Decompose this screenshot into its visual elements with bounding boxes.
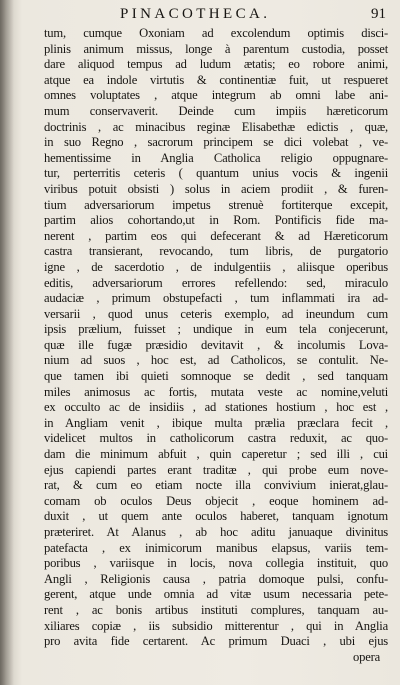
text-line: omnes voluptates , atque integrum ab omni labe ani-	[44, 88, 388, 103]
text-line: audaciæ , primum obstupefacti , tum inflammati ira ad-	[44, 291, 388, 306]
page-number: 91	[371, 6, 386, 22]
text-line: doctrinis , ac minacibus reginæ Elisabethæ edictis , quæ,	[44, 119, 388, 134]
text-line: poribus , variisque in locis, nova collegia instituit, quo	[44, 556, 388, 571]
text-line: viribus potuit obsisti ) solus in aciem prodiit , & furen-	[44, 181, 388, 196]
text-line: editis, adversariorum errores refellendo: sed, miraculo	[44, 275, 388, 290]
text-line: mum conservaverit. Deinde cum impiis hæreticorum	[44, 103, 388, 118]
text-line: comam ob oculos Deus objecit , eoque hominem ad-	[44, 493, 388, 508]
text-line: patefacta , ex inimicorum manibus elapsus, variis tem-	[44, 540, 388, 555]
text-line: gerent, atque unde omnia ad vitæ usum necessaria pete-	[44, 587, 388, 602]
page-header	[44, 4, 390, 26]
text-line: videlicet multos in catholicorum castra reduxit, ac quo-	[44, 431, 388, 446]
text-line: hementissime in Anglia Catholica religio oppugnare-	[44, 150, 388, 165]
catchword: opera	[353, 649, 380, 664]
text-line: dare aliquod tempus ad ludum ætatis; eo robore animi,	[44, 57, 388, 72]
text-line: duxit , ut quem ante oculos haberet, tanquam ignotum	[44, 509, 388, 524]
text-line: præteriret. At Alanus , ab hoc aditu januaque divinitus	[44, 525, 388, 539]
text-line: tur, perterritis ceteris ( quantum unius vocis & ingenii	[44, 166, 388, 181]
body-text	[44, 26, 388, 665]
text-line: versarii , quod unus ceteris exemplo, ad ineundum cum	[44, 306, 388, 321]
text-line: miles animosus ac fortis, mutata veste ac nomine,veluti	[44, 384, 388, 399]
text-line: castra transierant, revocando, tum libris, de purgatorio	[44, 244, 388, 259]
text-line: quæ ille fugæ præsidio devitavit , & incolumis Lova-	[44, 337, 388, 352]
text-line: rat, & cum eo etiam nocte illa convivium inierat,glau-	[44, 478, 388, 493]
text-line: nium ad suos , hoc est, ad Catholicos, se contulit. Ne-	[44, 353, 388, 368]
text-line: xiliares copiæ , iis subsidio mitterentur , qui in Anglia	[44, 618, 388, 633]
text-line: ex occulto ac de insidiis , ad stationes hostium , hoc est ,	[44, 400, 388, 415]
text-line: ejus capiendi partes erant traditæ , qui probe eum nove-	[44, 462, 388, 477]
text-line: Angli , Religionis causa , patria domoque pulsi, confu-	[44, 571, 388, 586]
text-line: atque ea indole virtutis & continentiæ fuit, ut respueret	[44, 72, 388, 87]
text-line: igne , de sacerdotio , de indulgentiis , aliisque operibus	[44, 259, 388, 274]
text-line: partim alios cohortando,ut in Rom. Pontificis fide ma-	[44, 213, 388, 228]
text-line: plinis animum missus, longe à parentum custodia, posset	[44, 41, 388, 56]
text-line: pro avita fide certarent. Ac primum Duaci , ubi ejus	[44, 634, 388, 649]
text-line: in suo Regno , sacrorum principem se dici volebat , ve-	[44, 135, 388, 150]
text-line: que tamen ibi quieti somnoque se dedit , sed tanquam	[44, 369, 388, 384]
text-line: tium adversariorum impetus strenuè fortiterque excepit,	[44, 197, 388, 212]
text-line: ipsis prælium, fuisset ; undique in eum tela conjecerunt,	[44, 322, 388, 337]
text-line: dam die minimum abfuit , quin caperetur ; sed illi , cui	[44, 447, 388, 462]
running-title: PINACOTHECA.	[120, 6, 271, 22]
text-line: tum, cumque Oxoniam ad excolendum optimis disci-	[44, 26, 388, 40]
text-line: nerent , partim eos qui defecerant & ad Hæreticorum	[44, 228, 388, 243]
text-line: in Angliam venit , ibique multa prælia præclara fecit ,	[44, 415, 388, 430]
text-line: rent , ac bonis artibus instituti complures, tanquam au-	[44, 602, 388, 617]
binding-shadow	[0, 0, 14, 685]
